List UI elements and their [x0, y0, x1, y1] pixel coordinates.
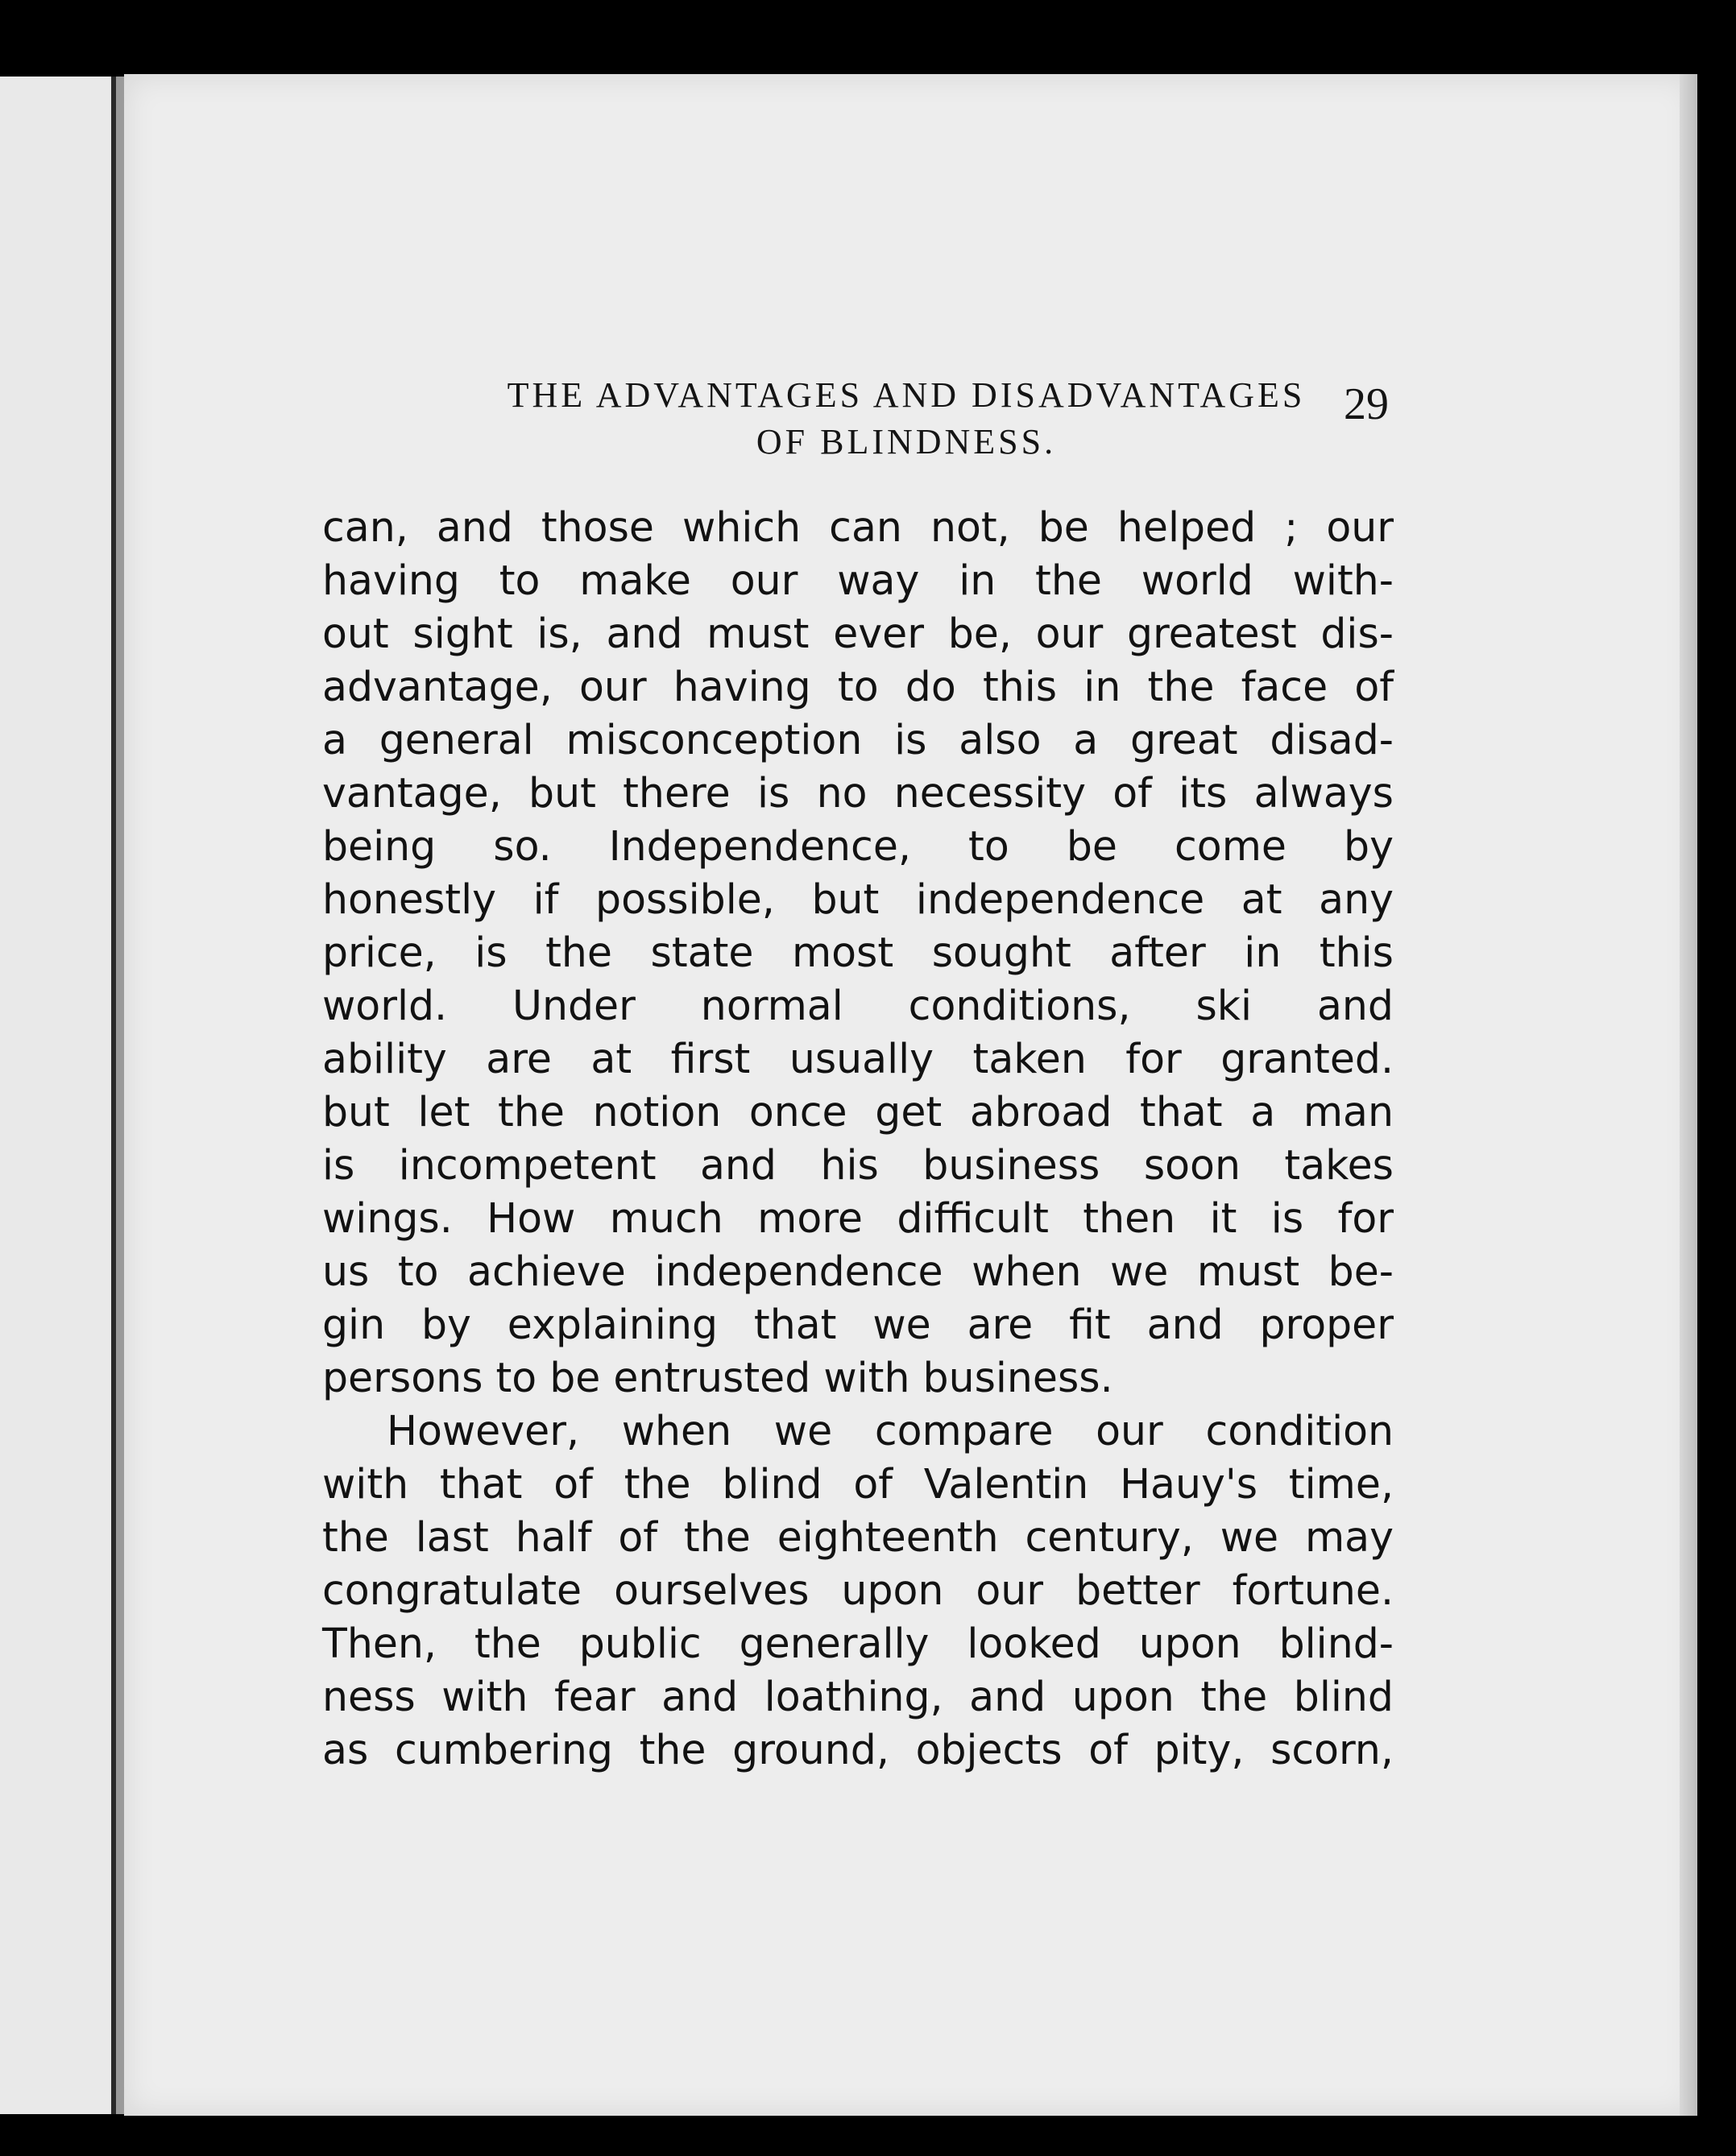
- text-line: price, is the state most sought after in this: [322, 929, 1394, 976]
- text-line: honestly if possible, but independence at any: [322, 875, 1394, 923]
- facing-page-edge: [0, 77, 113, 2114]
- text-line: ability are at first usually taken for granted.: [322, 1035, 1394, 1082]
- text-line: world. Under normal conditions, ski and: [322, 982, 1394, 1029]
- text-line: the last half of the eighteenth century, we may: [322, 1513, 1394, 1561]
- paragraph-2: [322, 1405, 1394, 1777]
- header-title-line-1: THE ADVANTAGES AND DISADVANTAGES: [507, 375, 1306, 415]
- text-line: vantage, but there is no necessity of its always: [322, 769, 1394, 817]
- page-fore-edge: [1680, 74, 1697, 2116]
- text-line: as cumbering the ground, objects of pity, scorn,: [322, 1726, 1394, 1773]
- text-line: persons to be entrusted with business.: [322, 1354, 1113, 1401]
- paragraph-1: [322, 501, 1394, 1405]
- text-line: advantage, our having to do this in the face of: [322, 663, 1394, 710]
- text-line: having to make our way in the world with-: [322, 557, 1394, 604]
- text-line: gin by explaining that we are fit and proper: [322, 1301, 1394, 1348]
- text-line: is incompetent and his business soon takes: [322, 1141, 1394, 1189]
- header-title-line-2: OF BLINDNESS.: [756, 422, 1057, 461]
- text-line: However, when we compare our condition: [387, 1407, 1394, 1455]
- text-line: wings. How much more difficult then it is for: [322, 1194, 1394, 1242]
- text-line: us to achieve independence when we must be-: [322, 1248, 1394, 1295]
- text-line: a general misconception is also a great disad-: [322, 716, 1394, 763]
- text-line: can, and those which can not, be helped ; our: [322, 503, 1394, 551]
- running-header: [391, 372, 1422, 466]
- page-number: 29: [1344, 379, 1389, 429]
- text-line: congratulate ourselves upon our better fortune.: [322, 1566, 1394, 1614]
- text-line: Then, the public generally looked upon blind-: [322, 1620, 1394, 1667]
- text-line: with that of the blind of Valentin Hauy's time,: [322, 1460, 1394, 1508]
- text-line: ness with fear and loathing, and upon the blind: [322, 1673, 1394, 1720]
- book-gutter: [116, 77, 124, 2114]
- page-body: [322, 501, 1394, 1777]
- text-line: being so. Independence, to be come by: [322, 822, 1394, 870]
- text-line: out sight is, and must ever be, our greatest dis-: [322, 610, 1394, 657]
- text-line: but let the notion once get abroad that a man: [322, 1088, 1394, 1136]
